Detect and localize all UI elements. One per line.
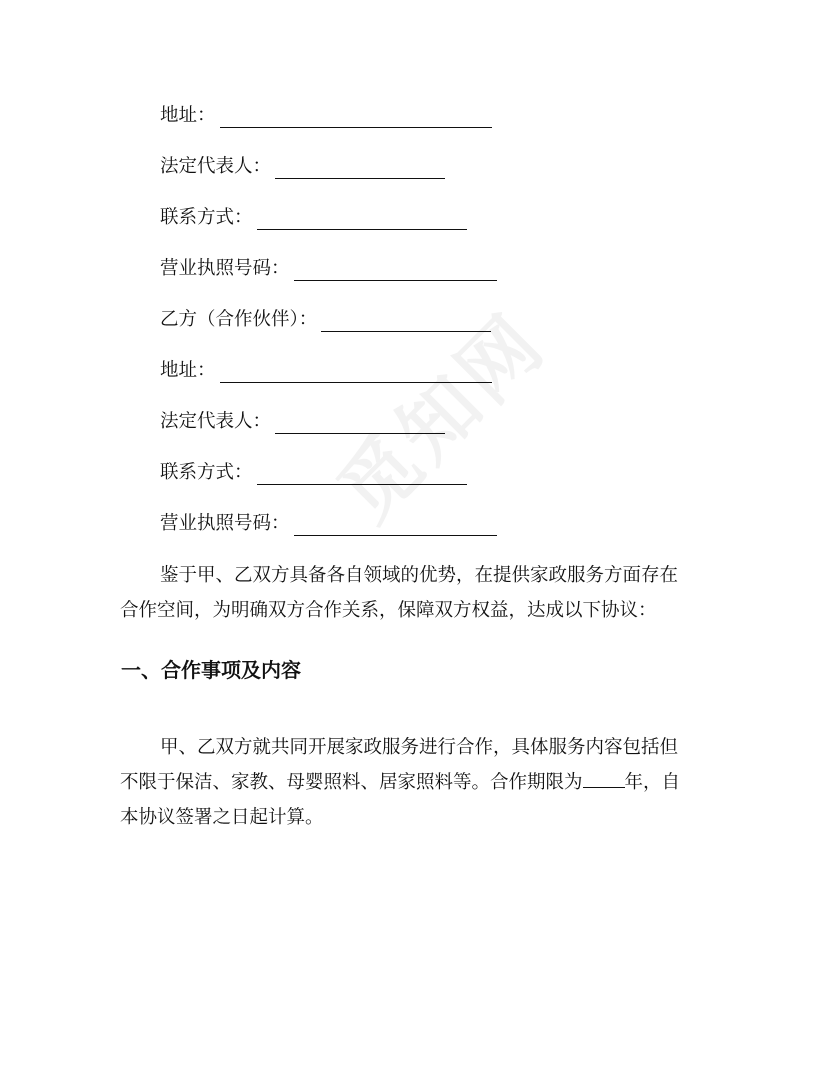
watermark: 觅知网 (321, 296, 564, 539)
party-b-address-label: 地址： (160, 360, 216, 381)
section-1-line-2-before: 不限于保洁、家教、母婴照料、居家照料等。合作期限为 (120, 772, 583, 793)
party-b-title-label: 乙方（合作伙伴）： (160, 309, 318, 330)
party-b-address-blank[interactable] (220, 362, 492, 383)
section-1-line-2-after: 年，自 (624, 772, 681, 793)
term-years-blank[interactable] (583, 769, 625, 788)
preamble-line-2: 合作空间，为明确双方合作关系，保障双方权益，达成以下协议： (120, 600, 657, 621)
party-b-title-row (160, 308, 491, 332)
section-1-paragraph (120, 730, 700, 835)
party-b-legal-rep-blank[interactable] (275, 413, 445, 434)
party-b-legal-rep-label: 法定代表人： (160, 411, 272, 432)
party-a-license-row (160, 257, 497, 281)
party-b-name-blank[interactable] (321, 311, 491, 332)
section-1-line-3: 本协议签署之日起计算。 (120, 807, 324, 828)
section-1-heading: 一、合作事项及内容 (121, 658, 301, 682)
preamble-paragraph (120, 558, 700, 628)
party-b-license-label: 营业执照号码： (160, 513, 290, 534)
party-b-contact-row (160, 461, 467, 485)
party-a-contact-label: 联系方式： (160, 207, 253, 228)
section-1-line-2 (120, 765, 700, 800)
party-a-address-row (160, 104, 492, 128)
party-b-license-blank[interactable] (294, 515, 497, 536)
party-a-legal-rep-label: 法定代表人： (160, 156, 272, 177)
party-a-address-label: 地址： (160, 105, 216, 126)
party-b-license-row (160, 512, 497, 536)
party-a-license-label: 营业执照号码： (160, 258, 290, 279)
party-a-legal-rep-row (160, 155, 445, 179)
party-a-license-blank[interactable] (294, 260, 497, 281)
section-1-line-1: 甲、乙双方就共同开展家政服务进行合作，具体服务内容包括但 (160, 737, 679, 758)
party-a-legal-rep-blank[interactable] (275, 158, 445, 179)
party-a-contact-blank[interactable] (257, 209, 467, 230)
party-b-address-row (160, 359, 492, 383)
party-b-contact-label: 联系方式： (160, 462, 253, 483)
preamble-line-1: 鉴于甲、乙双方具备各自领域的优势，在提供家政服务方面存在 (160, 565, 679, 586)
party-b-legal-rep-row (160, 410, 445, 434)
party-a-address-blank[interactable] (220, 107, 492, 128)
party-b-contact-blank[interactable] (257, 464, 467, 485)
party-a-contact-row (160, 206, 467, 230)
